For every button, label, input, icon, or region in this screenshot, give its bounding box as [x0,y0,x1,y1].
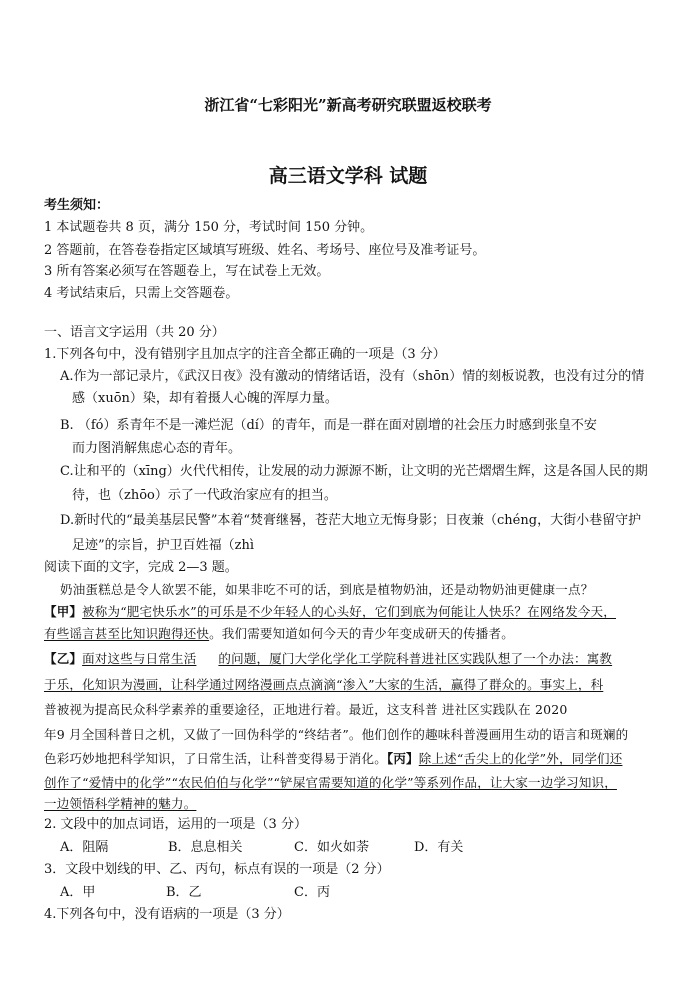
option-b-line2: 而力图消解焦虑心态的青年。 [72,441,242,456]
option-b: B．乙 [166,885,202,900]
option-c-line2: 待，也（zhōo）示了一代政治家应有的担当。 [72,488,337,503]
option-c: C．如火如荼 [294,840,369,855]
notice-item: 3 所有答案必须写在答题卷上，写在试卷上无效。 [44,264,330,279]
section-heading: 一、语言文字运用（共 20 分） [44,325,225,340]
marker-bing: 【丙】 [386,751,419,766]
exam-subtitle: 高三语文学科 试题 [268,165,428,187]
marker-yi: 【乙】 [44,651,83,666]
notice-item: 2 答题前，在答卷卷指定区域填写班级、姓名、考场号、座位号及准考证号。 [44,243,486,258]
question-3-options [60,885,330,901]
passage-text: 色彩巧妙地把科学知识，了日常生活，让科普变得易于消化。 [44,751,387,766]
passage-text: 。我们需要知道如何今天的青少年变成研天的传播者。 [209,626,514,641]
option-a: A．阻隔 [60,840,109,855]
option-d-line2: 足迹”的宗旨，护卫百姓福（zhì [72,538,255,553]
passage-line: 一边领悟科学精神的魅力。 [44,796,197,811]
underlined-sentence-jia: 被称为“肥宅快乐水”的可乐是不少年轻人的心头好，它们到底为何能让人快乐？在网络发今天， [82,604,616,619]
underlined-sentence-yi-cont: 的问题，厦门大学化学化工学院科普进社区实践队想了一个办法：寓教 [218,651,613,666]
underlined-sentence-yi: 面对这些与日常生活 [82,651,197,666]
option-b: B．息息相关 [168,840,243,855]
notice-item: 4 考试结束后，只需上交答题卷。 [44,286,239,301]
marker-jia: 【甲】 [44,604,83,619]
notice-heading: 考生须知： [44,198,110,213]
passage-line: 奶油蛋糕总是令人欲罢不能，如果非吃不可的话，到底是植物奶油，还是动物奶油更健康一点？ [60,582,594,597]
option-d-line1: D.新时代的“最美基层民警”本着“焚膏继晷，苍茫大地立无悔身影；日夜兼（chéng，大街小巷留守护 [60,513,642,528]
passage-line [44,626,514,642]
option-c-line1: C.让和平的（xīng）火代代相传，让发展的动力源源不断，让文明的光芒熠熠生辉，这是各国人民的期 [60,464,648,479]
question-4-stem: 4.下列各句中，没有语病的一项是（3 分） [44,907,290,922]
passage-line [44,604,616,620]
underlined-sentence-bing: 除上述“舌尖上的化学”外，同学们还 [418,751,623,766]
option-d: D．有关 [414,840,464,855]
option-a-line1: A.作为一部记录片，《武汉日夜》没有激动的情绪话语，没有（shōn）情的刻板说教，也没有过分的情 [60,369,645,384]
option-b-line1: B. （fó）系青年不是一滩烂泥（dí）的青年，而是一群在面对剧增的社会压力时感到张皇不安 [60,418,597,433]
exam-title: 浙江省“七彩阳光”新高考研究联盟返校联考 [204,96,492,114]
underlined-sentence-jia-cont: 有些谣言甚至比知识跑得还快 [44,626,210,641]
option-a: A．甲 [60,885,96,900]
option-a-line2: 感（xuōn）染，却有着摄人心魄的浑厚力量。 [72,391,338,406]
question-2-stem: 2. 文段中的加点词语，运用的一项是（3 分） [44,817,307,832]
question-1-stem: 1.下列各句中，没有错别字且加点字的注音全都正确的一项是（3 分） [44,347,446,362]
passage-line [44,651,612,667]
notice-item: 1 本试题卷共 8 页，满分 150 分，考试时间 150 分钟。 [44,220,374,235]
passage-line: 创作了“爱情中的化学”“农民伯伯与化学”“铲屎官需要知道的化学”等系列作品，让大家一边学习知识， [44,775,617,790]
question-3-stem: 3．文段中划线的甲、乙、丙句，标点有误的一项是（2 分） [44,862,390,877]
passage-line: 年9 月全国科普日之机，又做了一回伪科学的“终结者”。他们创作的趣味科普漫画用生动的语言和斑斓的 [44,727,629,742]
option-c: C．丙 [294,885,330,900]
passage-line: 于乐，化知识为漫画，让科学通过网络漫画点点滴滴“渗入”大家的生活，赢得了群众的。事实上，科 [44,677,604,692]
passage-line: 普被视为提高民众科学素养的重要途径，正地进行着。最近，这支科普 进社区实践队在 2020 [44,702,568,717]
question-2-options [60,840,463,856]
passage-line [44,751,622,767]
reading-intro: 阅读下面的文字，完成 2—3 题。 [44,560,238,575]
